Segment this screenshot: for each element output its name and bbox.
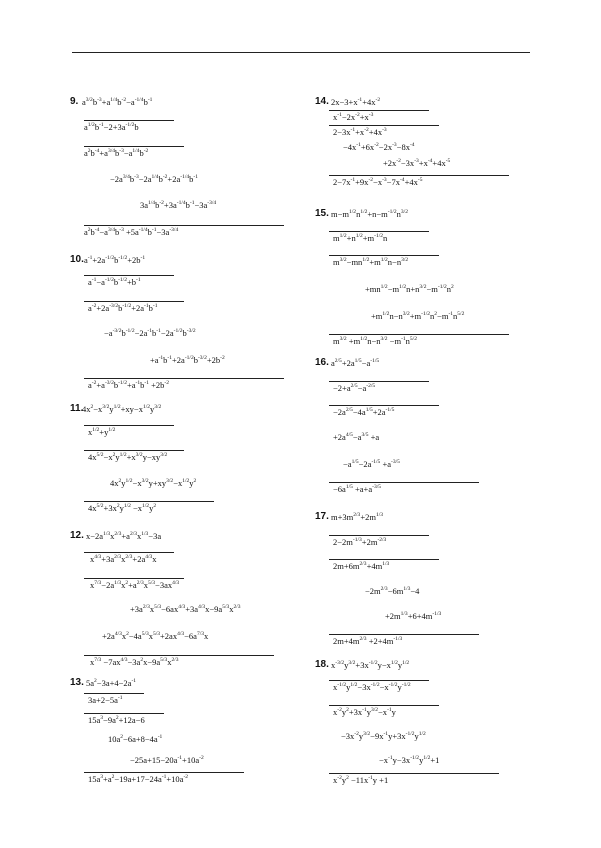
expression-line: $5a^2-3a+4-2a^{-1}$ — [86, 678, 137, 688]
expression-line: $x^{1/2}+y^{1/2}$ — [88, 427, 116, 437]
problem-number: 15. — [315, 208, 329, 219]
multiplication-rule — [84, 693, 144, 694]
expression-line: $4x^{5/2}-x^2y^{1/2}+x^{3/2}y-xy^{3/2}$ — [88, 452, 168, 462]
expression-line: $-2+a^{2/5}-a^{-2/5}$ — [333, 383, 376, 393]
header-rule — [72, 52, 530, 53]
expression-line: $a^{-2}+a^{-3/2}b^{-1/2}+a^{-1}b^{-1} +2b^{-2}$ — [88, 380, 169, 390]
expression-line: $2m+4m^{2/3} +2+4m^{-1/3}$ — [333, 636, 403, 646]
expression-line: $+m^{1/2}n-n^{3/2}+m^{-1/2}n^2-m^{-1}n^{5/2}$ — [371, 311, 465, 321]
expression-line: $-a^{-3/2}b^{-1/2}-2a^{-1}b^{-1}-2a^{-1/2}b^{-3/2}$ — [104, 328, 196, 338]
expression-line: $x^{7/3}-2a^{1/3}x^2+a^{2/3}x^{5/3}-3ax^{4/3}$ — [90, 580, 180, 590]
problem-number: 13. — [70, 677, 84, 688]
multiplication-rule — [84, 378, 284, 379]
expression-line: $2x-3+x^{-1}+4x^{-2}$ — [331, 97, 381, 107]
expression-line: $-6a^{1/5} +a+a^{-3/5}$ — [333, 484, 381, 494]
expression-line: $a^{3/2}b^{-3}+a^{1/4}b^{-2}-a^{-1/4}b^{-1}$ — [82, 97, 153, 107]
multiplication-rule — [329, 405, 439, 406]
expression-line: $-a^{1/5}-2a^{-1/5} +a^{-3/5}$ — [343, 459, 400, 469]
multiplication-rule — [329, 482, 479, 483]
expression-line: $a^{2/5}+2a^{1/5}-a^{-1/5}$ — [331, 358, 380, 368]
expression-line: $+a^{-1}b^{-1}+2a^{-1/2}b^{-3/2}+2b^{-2}$ — [150, 355, 225, 365]
multiplication-rule — [84, 225, 284, 226]
expression-line: $-3x^{-2}y^{3/2}-9x^{-1}y+3x^{-1/2}y^{1/2}$ — [341, 731, 426, 741]
expression-line: $-2a^{3/4}b^{-3}-2a^{1/4}b^{-2}+2a^{-1/4}b^{-1}$ — [110, 174, 198, 184]
expression-line: $2-3x^{-1}+x^{-2}+4x^{-3}$ — [333, 127, 387, 137]
expression-line: $4x^{5/2}+3x^2y^{1/2} -x^{1/2}y^2$ — [88, 503, 157, 513]
expression-line: $x-2a^{1/3}x^{2/3}+a^{2/3}x^{1/3}-3a$ — [86, 531, 162, 541]
problem-number: 14. — [315, 96, 329, 107]
problem-number: 16. — [315, 357, 329, 368]
multiplication-rule — [329, 559, 439, 560]
expression-line: $x^{-1/2}y^{1/2}-3x^{-1/2}-x^{-1/2}y^{-1/2}$ — [333, 682, 411, 692]
expression-line: $m+3m^{2/3}+2m^{1/3}$ — [331, 512, 383, 522]
expression-line: $a^2b^{-4}+a^{3/4}b^{-3}-a^{1/4}b^{-2}$ — [84, 148, 149, 158]
multiplication-rule — [329, 334, 509, 335]
multiplication-rule — [84, 275, 174, 276]
expression-line: $+2a^{4/3}x^2-4a^{5/3}x^{5/3}+2ax^{4/3}-6a^{7/3}x$ — [102, 631, 209, 641]
expression-line: $m^{1/2}+n^{1/2}+m^{-1/2}n$ — [333, 233, 388, 243]
expression-line: $4x^2y^{1/2}-x^{3/2}y+xy^{3/2}-x^{1/2}y^2$ — [110, 478, 197, 488]
expression-line: $15a^3-9a^2+12a-6$ — [88, 715, 145, 725]
expression-line: $4x^2-x^{3/2}y^{1/2}+xy-x^{1/2}y^{3/2}$ — [82, 404, 162, 414]
expression-line: $+2a^{4/5}-a^{3/5} +a$ — [333, 432, 380, 442]
multiplication-rule — [329, 634, 479, 635]
multiplication-rule — [84, 578, 184, 579]
expression-line: $3a^{1/4}b^{-2}+3a^{-1/4}b^{-1}-3a^{-3/4}$ — [140, 200, 217, 210]
multiplication-rule — [84, 450, 184, 451]
multiplication-rule — [84, 552, 174, 553]
expression-line: $a^{1/2}b^{-1}-2+3a^{-1/2}b$ — [84, 122, 139, 132]
expression-line: $+3a^{2/3}x^{5/3}-6ax^{4/3}+3a^{4/3}x-9a^{5/3}x^{2/3}$ — [130, 604, 241, 614]
multiplication-rule — [329, 773, 499, 774]
expression-line: $+2m^{1/3}+6+4m^{-1/3}$ — [385, 611, 442, 621]
expression-line: $a^2b^{-4}-a^{3/4}b^{-3} +5a^{-1/4}b^{-1}-3a^{-3/4}$ — [84, 227, 179, 237]
multiplication-rule — [329, 381, 429, 382]
multiplication-rule — [84, 425, 174, 426]
expression-line: $-4x^{-1}+6x^{-2}-2x^{-3}-8x^{-4}$ — [343, 142, 415, 152]
expression-line: $-2m^{2/3}-6m^{1/3}-4$ — [365, 586, 420, 596]
multiplication-rule — [329, 175, 509, 176]
multiplication-rule — [329, 125, 439, 126]
multiplication-rule — [329, 231, 429, 232]
expression-line: $+2x^{-2}-3x^{-3}+x^{-4}+4x^{-5}$ — [383, 158, 451, 168]
expression-line: $x^{-2}y^2+3x^{-1}y^{3/2}-x^{-1}y$ — [333, 707, 396, 717]
expression-line: $2m+6m^{2/3}+4m^{1/3}$ — [333, 561, 390, 571]
multiplication-rule — [84, 713, 164, 714]
expression-line: $x^{-2}y^2 -11x^{-1}y +1$ — [333, 775, 389, 785]
expression-line: $15a^3+a^2-19a+17-24a^{-1}+10a^{-2}$ — [88, 774, 189, 784]
multiplication-rule — [329, 680, 429, 681]
expression-line: $x^{-3/2}y^{3/2}+3x^{-1/2}y-x^{1/2}y^{1/2}$ — [331, 660, 410, 670]
multiplication-rule — [84, 146, 184, 147]
multiplication-rule — [329, 255, 439, 256]
expression-line: $10a^2-6a+8-4a^{-1}$ — [108, 734, 163, 744]
expression-line: $m-m^{1/2}n^{1/2}+n-m^{-1/2}n^{3/2}$ — [331, 209, 408, 219]
problem-number: 17. — [315, 511, 329, 522]
multiplication-rule — [84, 120, 174, 121]
expression-line: $m^{3/2} +m^{1/2}n-n^{3/2} -m^{-1}n^{5/2}$ — [333, 336, 417, 346]
expression-line: $a^{-2}+2a^{-3/2}b^{-1/2}+2a^{-1}b^{-1}$ — [88, 303, 158, 313]
multiplication-rule — [329, 535, 429, 536]
multiplication-rule — [329, 110, 429, 111]
expression-line: $x^{-1}-2x^{-2}+x^{-3}$ — [333, 112, 374, 122]
expression-line: $+mn^{1/2}-m^{1/2}n+n^{3/2}-m^{-1/2}n^2$ — [365, 284, 454, 294]
multiplication-rule — [84, 501, 214, 502]
problem-number: 11. — [70, 403, 84, 414]
problem-number: 10. — [70, 254, 84, 265]
expression-line: $3a+2-5a^{-1}$ — [88, 695, 123, 705]
problem-number: 12. — [70, 530, 84, 541]
expression-line: $a^{-1}+2a^{-1/2}b^{-1/2}+2b^{-1}$ — [84, 255, 146, 265]
problem-number: 18. — [315, 659, 329, 670]
multiplication-rule — [84, 301, 184, 302]
expression-line: $-25a+15-20a^{-1}+10a^{-2}$ — [130, 755, 204, 765]
expression-line: $2-2m^{-1/3}+2m^{-2/3}$ — [333, 537, 387, 547]
expression-line: $-2a^{2/5}-4a^{1/5}+2a^{-1/5}$ — [333, 407, 395, 417]
expression-line: $x^{4/3}+3a^{2/3}x^{2/3}+2a^{4/3}x$ — [90, 554, 157, 564]
expression-line: $x^{7/3} -7ax^{4/3}-3a^2x-9a^{5/3}x^{2/3}$ — [90, 657, 179, 667]
multiplication-rule — [84, 655, 274, 656]
expression-line: $m^{3/2}-mn^{1/2}+m^{1/2}n-n^{3/2}$ — [333, 257, 409, 267]
multiplication-rule — [84, 772, 244, 773]
expression-line: $a^{-1}-a^{-1/2}b^{-1/2}+b^{-1}$ — [88, 277, 141, 287]
problem-number: 9. — [70, 96, 79, 107]
expression-line: $-x^{-1}y-3x^{-1/2}y^{1/2}+1$ — [379, 755, 440, 765]
multiplication-rule — [329, 705, 439, 706]
expression-line: $2-7x^{-1}+9x^{-2}-x^{-3}-7x^{-4}+4x^{-5}$ — [333, 177, 423, 187]
